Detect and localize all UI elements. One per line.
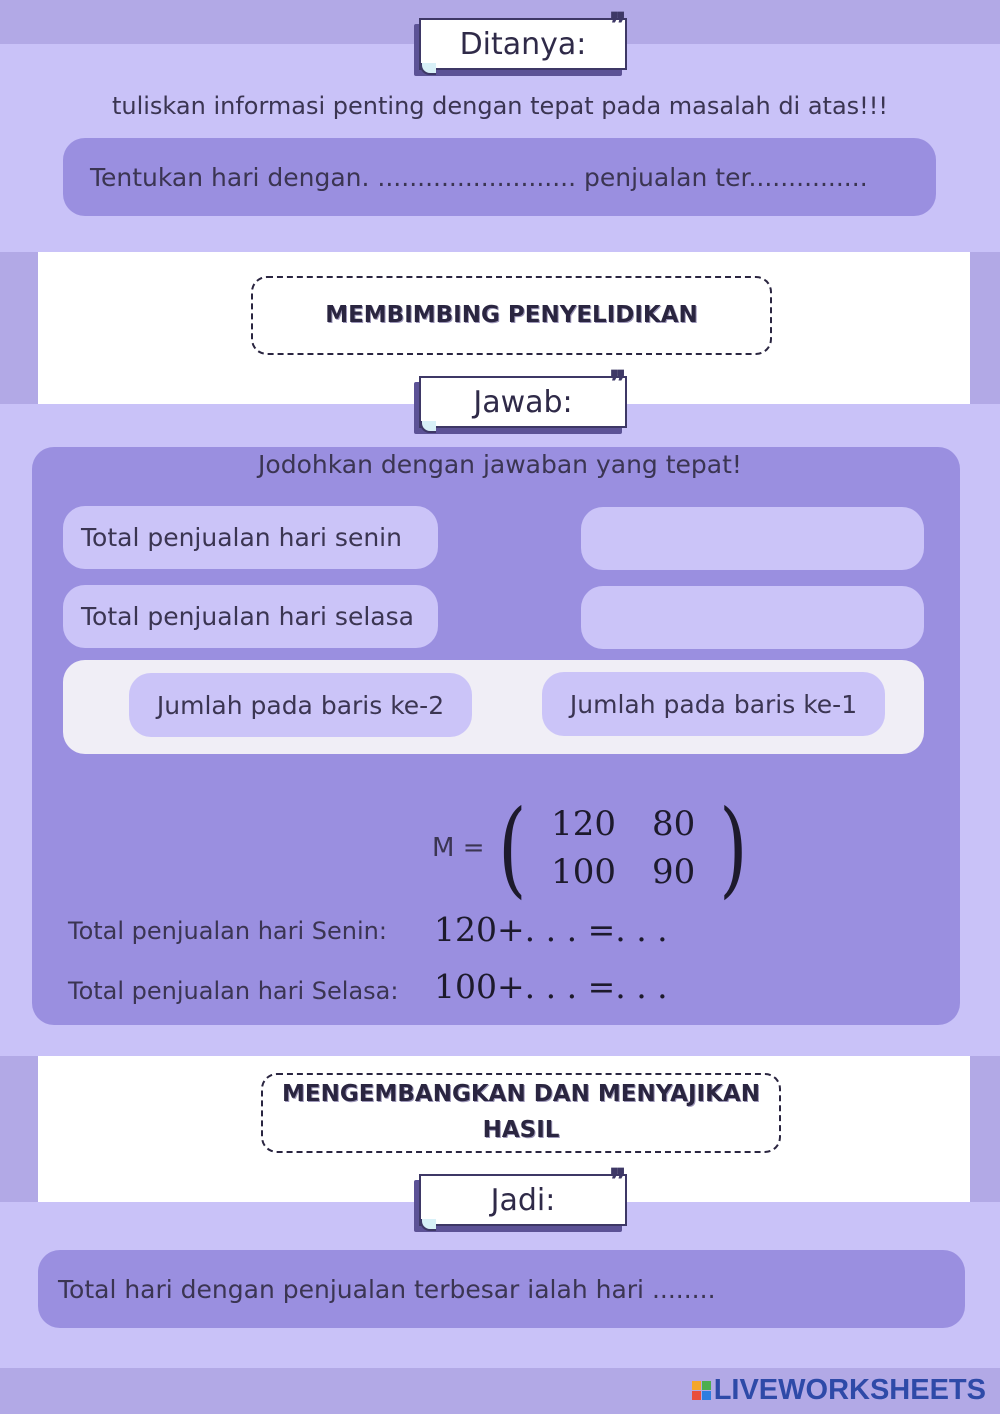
ditanya-instruction: tuliskan informasi penting dengan tepat pada masalah di atas!!! xyxy=(111,92,889,120)
match-left-senin xyxy=(63,506,438,569)
brand-text: LIVEWORKSHEETS xyxy=(713,1374,986,1406)
liveworksheets-logo-icon xyxy=(692,1381,711,1400)
left-paren-icon: ( xyxy=(498,787,527,909)
hasil-section-line1: MENGEMBANGKAN DAN MENYAJIKAN xyxy=(282,1081,760,1108)
answer-option-label: Jumlah pada baris ke-2 xyxy=(156,690,445,720)
quote-mark-icon: ❞ xyxy=(609,1163,626,1198)
ditanya-label-card xyxy=(414,7,628,76)
match-drop-target-selasa[interactable] xyxy=(581,586,924,649)
ditanya-fill-text: Tentukan hari dengan. ......................... penjualan ter............... xyxy=(90,162,868,192)
jawab-instruction: Jodohkan dengan jawaban yang tepat! xyxy=(258,450,742,479)
answer-option-baris-1[interactable] xyxy=(542,672,885,736)
penyelidikan-section-text: MEMBIMBING PENYELIDIKAN xyxy=(325,301,698,328)
quote-mark-icon: ❞ xyxy=(609,7,626,42)
ditanya-label: Ditanya: xyxy=(419,18,627,70)
hasil-section-line2: HASIL xyxy=(482,1117,560,1143)
matrix-cell: 120 xyxy=(551,804,616,844)
matrix-m xyxy=(432,787,754,909)
equation-senin-expr[interactable]: 120+. . . =. . . xyxy=(434,910,668,949)
matrix-cell: 90 xyxy=(651,852,696,892)
match-left-label: Total penjualan hari senin xyxy=(81,523,402,552)
jadi-label: Jadi: xyxy=(419,1174,627,1226)
quote-mark-icon: ❞ xyxy=(609,365,626,400)
matrix-cell: 80 xyxy=(651,804,696,844)
equation-selasa-label: Total penjualan hari Selasa: xyxy=(68,977,399,1005)
ditanya-fill-field[interactable] xyxy=(63,138,936,216)
conclusion-field[interactable] xyxy=(38,1250,965,1328)
equation-selasa-expr[interactable]: 100+. . . =. . . xyxy=(434,967,668,1006)
right-paren-icon: ) xyxy=(719,787,748,909)
match-left-selasa xyxy=(63,585,438,648)
matrix-label: M = xyxy=(432,833,485,863)
hasil-section-title xyxy=(261,1073,781,1153)
equation-senin-label: Total penjualan hari Senin: xyxy=(68,917,387,945)
liveworksheets-logo[interactable] xyxy=(692,1374,986,1407)
matrix-grid xyxy=(533,800,713,896)
jawab-label: Jawab: xyxy=(419,376,627,428)
match-drop-target-senin[interactable] xyxy=(581,507,924,570)
matrix-cell: 100 xyxy=(551,852,616,892)
penyelidikan-section-title xyxy=(251,276,772,355)
jadi-label-card xyxy=(414,1163,628,1232)
conclusion-text: Total hari dengan penjualan terbesar ialah hari ........ xyxy=(58,1274,716,1304)
answer-option-label: Jumlah pada baris ke-1 xyxy=(569,689,858,719)
match-left-label: Total penjualan hari selasa xyxy=(81,602,414,631)
jawab-label-card xyxy=(414,365,628,434)
answer-option-baris-2[interactable] xyxy=(129,673,472,737)
